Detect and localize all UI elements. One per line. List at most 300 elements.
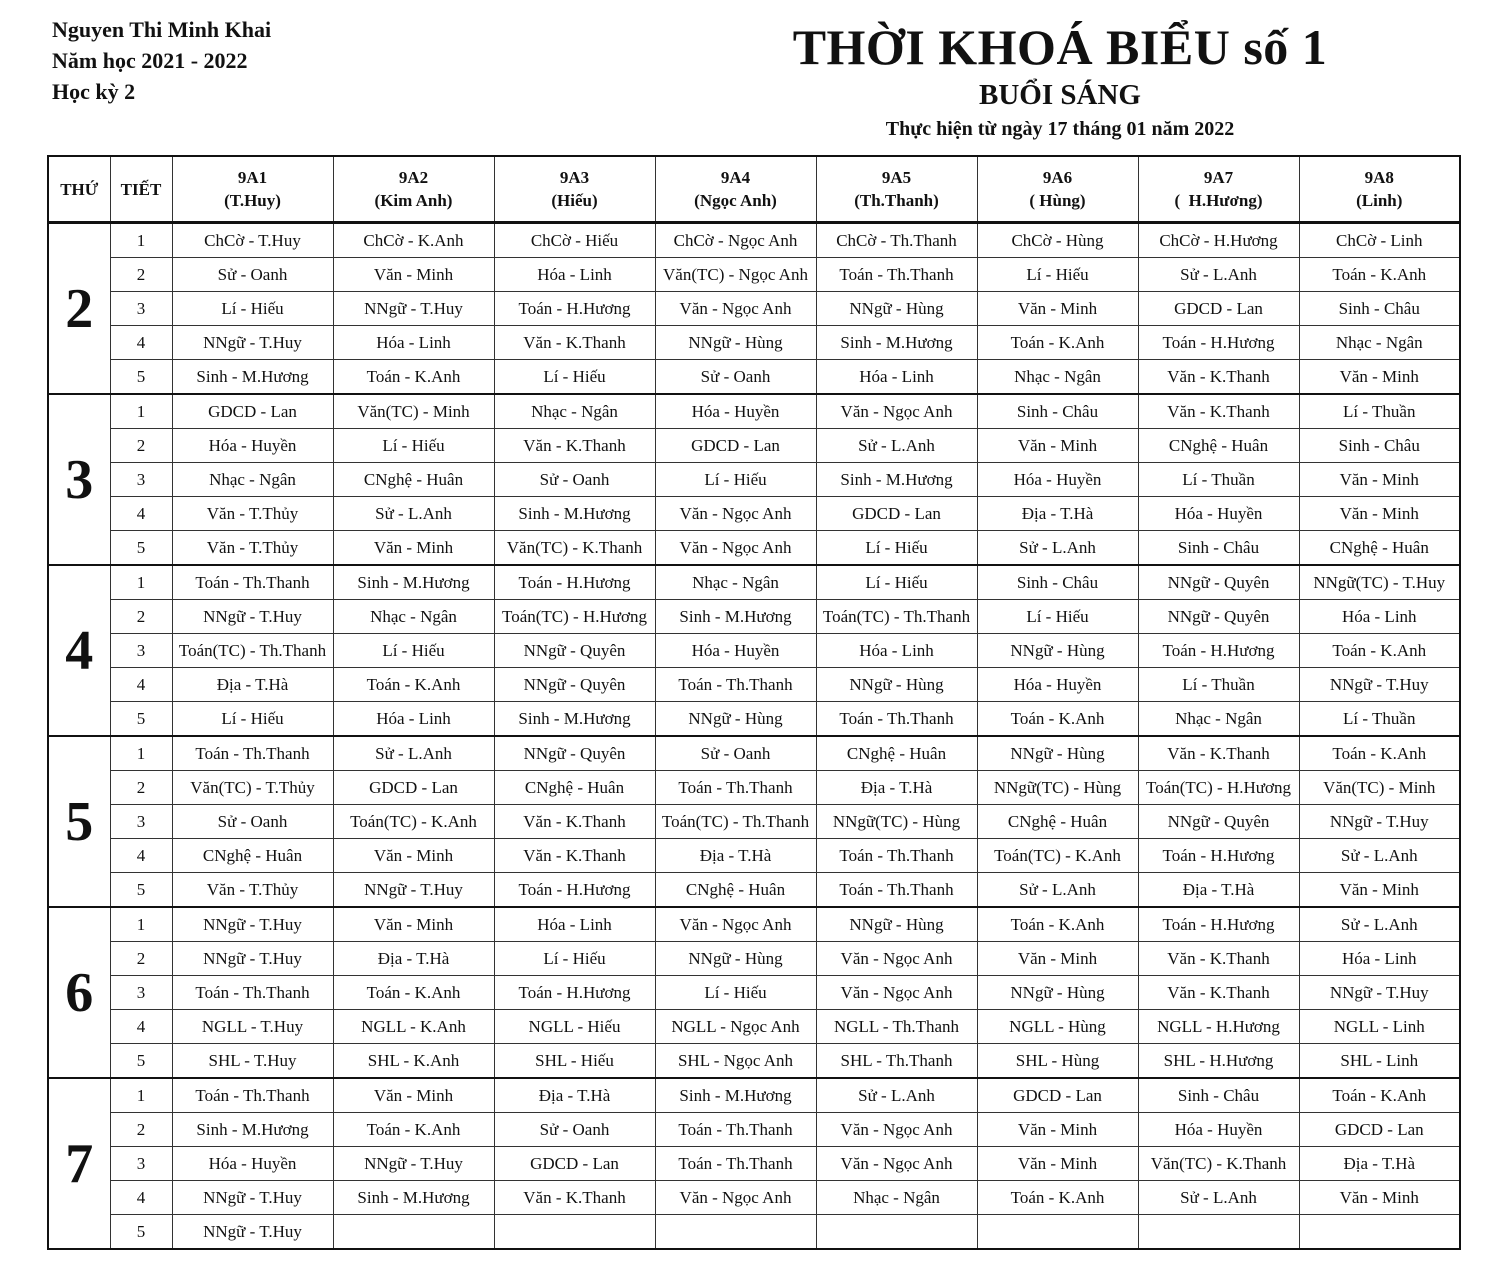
lesson-cell: Sinh - M.Hương [333,1181,494,1215]
lesson-cell: Lí - Hiếu [655,463,816,497]
lesson-cell: ChCờ - Linh [1299,223,1460,258]
table-row [48,976,1460,1010]
lesson-cell: Sử - L.Anh [816,429,977,463]
lesson-cell: NNgữ - T.Huy [172,1215,333,1250]
lesson-cell: CNghệ - Huân [977,805,1138,839]
period-cell: 5 [110,873,172,908]
table-row [48,1078,1460,1113]
lesson-cell: Văn - Minh [977,1113,1138,1147]
lesson-cell: Toán - Th.Thanh [816,873,977,908]
lesson-cell: Toán - K.Anh [1299,634,1460,668]
effective-date: Thực hiện từ ngày 17 tháng 01 năm 2022 [885,118,1235,140]
lesson-cell: Văn - Minh [1299,463,1460,497]
table-row [48,702,1460,737]
lesson-cell: Sử - Oanh [494,463,655,497]
lesson-cell: Lí - Hiếu [977,258,1138,292]
lesson-cell [977,1215,1138,1250]
period-cell: 3 [110,292,172,326]
lesson-cell: Văn - Minh [333,907,494,942]
col-day-header: THỨ [48,156,110,223]
lesson-cell: NNgữ - Hùng [655,702,816,737]
lesson-cell: Toán - K.Anh [333,1113,494,1147]
lesson-cell: ChCờ - H.Hương [1138,223,1299,258]
lesson-cell: Lí - Thuần [1299,702,1460,737]
lesson-cell: Toán(TC) - Th.Thanh [816,600,977,634]
lesson-cell: Văn - Ngọc Anh [655,531,816,566]
class-name: 9A3 [559,168,590,187]
lesson-cell: NNgữ - Quyên [494,634,655,668]
lesson-cell: Toán(TC) - K.Anh [977,839,1138,873]
lesson-cell: Văn - K.Thanh [1138,942,1299,976]
table-row [48,1215,1460,1250]
class-header [655,156,816,223]
lesson-cell: Nhạc - Ngân [333,600,494,634]
lesson-cell: Toán - Th.Thanh [172,565,333,600]
lesson-cell: NNgữ - T.Huy [333,292,494,326]
lesson-cell: SHL - Linh [1299,1044,1460,1079]
lesson-cell: Văn - T.Thủy [172,873,333,908]
lesson-cell: Hóa - Linh [1299,600,1460,634]
class-header [1138,156,1299,223]
lesson-cell: Toán - H.Hương [494,292,655,326]
table-row [48,326,1460,360]
period-cell: 2 [110,429,172,463]
lesson-cell: Văn - Ngọc Anh [816,1113,977,1147]
lesson-cell: NNgữ - T.Huy [172,942,333,976]
period-cell: 2 [110,600,172,634]
period-cell: 5 [110,1044,172,1079]
table-row [48,1044,1460,1079]
lesson-cell: Văn - Minh [333,839,494,873]
lesson-cell: Toán - Th.Thanh [172,1078,333,1113]
lesson-cell: NGLL - Th.Thanh [816,1010,977,1044]
lesson-cell: NNgữ - T.Huy [1299,668,1460,702]
lesson-cell: Sử - L.Anh [333,736,494,771]
class-name: 9A2 [398,168,429,187]
lesson-cell: Sử - L.Anh [816,1078,977,1113]
lesson-cell [494,1215,655,1250]
lesson-cell: Lí - Hiếu [172,292,333,326]
lesson-cell: Lí - Hiếu [816,531,977,566]
lesson-cell: ChCờ - Hiếu [494,223,655,258]
lesson-cell: Toán - Th.Thanh [655,668,816,702]
lesson-cell: Sinh - Châu [977,394,1138,429]
homeroom-teacher: (Kim Anh) [374,191,453,210]
lesson-cell: Sử - L.Anh [977,873,1138,908]
lesson-cell: NNgữ - Hùng [816,292,977,326]
period-cell: 4 [110,839,172,873]
lesson-cell: Sử - L.Anh [977,531,1138,566]
lesson-cell: Nhạc - Ngân [494,394,655,429]
homeroom-teacher: (T.Huy) [224,191,281,210]
lesson-cell: Lí - Hiếu [172,702,333,737]
lesson-cell: Địa - T.Hà [655,839,816,873]
lesson-cell: Toán(TC) - H.Hương [494,600,655,634]
period-cell: 3 [110,463,172,497]
session-label: BUỔI SÁNG [979,79,1141,111]
lesson-cell: Văn(TC) - K.Thanh [494,531,655,566]
period-cell: 4 [110,668,172,702]
lesson-cell: Toán - K.Anh [333,668,494,702]
lesson-cell: Nhạc - Ngân [977,360,1138,395]
lesson-cell: Sử - Oanh [172,258,333,292]
class-header [333,156,494,223]
lesson-cell: Sử - L.Anh [333,497,494,531]
lesson-cell: Sử - Oanh [655,360,816,395]
table-row [48,292,1460,326]
class-header [977,156,1138,223]
lesson-cell: SHL - K.Anh [333,1044,494,1079]
table-row [48,223,1460,258]
lesson-cell: NGLL - K.Anh [333,1010,494,1044]
lesson-cell: Địa - T.Hà [494,1078,655,1113]
day-cell: 3 [48,394,110,565]
lesson-cell: Văn - Ngọc Anh [655,1181,816,1215]
lesson-cell: Văn(TC) - T.Thủy [172,771,333,805]
class-header [816,156,977,223]
lesson-cell: Sử - L.Anh [1138,258,1299,292]
table-row [48,668,1460,702]
lesson-cell: Hóa - Linh [494,907,655,942]
lesson-cell: Sinh - M.Hương [655,1078,816,1113]
class-name: 9A7 [1203,168,1234,187]
lesson-cell: Sinh - M.Hương [494,702,655,737]
lesson-cell: Văn - K.Thanh [494,839,655,873]
lesson-cell: Hóa - Linh [333,326,494,360]
lesson-cell: NNgữ - T.Huy [172,326,333,360]
lesson-cell: Lí - Hiếu [494,942,655,976]
lesson-cell: GDCD - Lan [1299,1113,1460,1147]
lesson-cell: NNgữ(TC) - Hùng [977,771,1138,805]
lesson-cell: Văn - K.Thanh [1138,976,1299,1010]
lesson-cell: CNghệ - Huân [172,839,333,873]
lesson-cell: SHL - Ngọc Anh [655,1044,816,1079]
lesson-cell: NNgữ - Quyên [494,736,655,771]
lesson-cell: Văn - Minh [333,258,494,292]
lesson-cell: Toán - Th.Thanh [172,736,333,771]
lesson-cell: ChCờ - T.Huy [172,223,333,258]
lesson-cell: Địa - T.Hà [1138,873,1299,908]
lesson-cell: Hóa - Linh [494,258,655,292]
day-cell: 5 [48,736,110,907]
header-row [48,156,1460,223]
table-row [48,1147,1460,1181]
lesson-cell: NNgữ - T.Huy [172,907,333,942]
table-row [48,1113,1460,1147]
lesson-cell: Toán(TC) - Th.Thanh [172,634,333,668]
homeroom-teacher: ( H.Hương) [1174,191,1263,210]
table-row [48,805,1460,839]
lesson-cell: Sử - Oanh [655,736,816,771]
period-cell: 2 [110,942,172,976]
lesson-cell: Văn - K.Thanh [494,1181,655,1215]
lesson-cell: NNgữ - Hùng [816,907,977,942]
period-cell: 1 [110,223,172,258]
lesson-cell: Văn(TC) - Minh [333,394,494,429]
lesson-cell: NGLL - T.Huy [172,1010,333,1044]
lesson-cell: Văn - K.Thanh [1138,360,1299,395]
period-cell: 5 [110,702,172,737]
lesson-cell: Nhạc - Ngân [816,1181,977,1215]
lesson-cell: Văn(TC) - Ngọc Anh [655,258,816,292]
lesson-cell: Văn - Minh [1299,360,1460,395]
lesson-cell: Nhạc - Ngân [1138,702,1299,737]
lesson-cell: Văn - Minh [1299,873,1460,908]
period-cell: 1 [110,565,172,600]
timetable [47,155,1461,1250]
lesson-cell: Văn - Minh [333,531,494,566]
lesson-cell: Sinh - M.Hương [816,463,977,497]
lesson-cell: Toán(TC) - K.Anh [333,805,494,839]
lesson-cell: Văn - T.Thủy [172,531,333,566]
lesson-cell [655,1215,816,1250]
lesson-cell: Văn - Minh [977,429,1138,463]
lesson-cell: CNghệ - Huân [1138,429,1299,463]
lesson-cell: Lí - Hiếu [977,600,1138,634]
lesson-cell: Hóa - Linh [816,360,977,395]
homeroom-teacher: (Th.Thanh) [854,191,939,210]
timetable-body [48,223,1460,1250]
period-cell: 3 [110,805,172,839]
lesson-cell: CNghệ - Huân [333,463,494,497]
lesson-cell: Toán - K.Anh [333,360,494,395]
table-row [48,1181,1460,1215]
title-block [760,18,1360,144]
table-row [48,360,1460,395]
school-year: Năm học 2021 - 2022 [52,48,248,73]
lesson-cell: NGLL - Ngọc Anh [655,1010,816,1044]
school-info [52,14,271,107]
lesson-cell: Hóa - Linh [816,634,977,668]
lesson-cell: Hóa - Huyền [172,429,333,463]
lesson-cell: NNgữ - Hùng [655,326,816,360]
semester: Học kỳ 2 [52,79,136,104]
lesson-cell: Toán - Th.Thanh [655,1113,816,1147]
lesson-cell: NGLL - H.Hương [1138,1010,1299,1044]
lesson-cell: Lí - Thuần [1138,463,1299,497]
lesson-cell: Văn - Ngọc Anh [655,292,816,326]
class-name: 9A8 [1364,168,1394,187]
lesson-cell: SHL - Hùng [977,1044,1138,1079]
lesson-cell: Toán - H.Hương [1138,839,1299,873]
day-cell: 4 [48,565,110,736]
lesson-cell: Toán - Th.Thanh [816,839,977,873]
lesson-cell: NNgữ - T.Huy [1299,976,1460,1010]
class-header [172,156,333,223]
lesson-cell: NNgữ - T.Huy [172,1181,333,1215]
lesson-cell: Văn - Minh [333,1078,494,1113]
period-cell: 5 [110,360,172,395]
lesson-cell: Sinh - M.Hương [494,497,655,531]
lesson-cell: Toán - Th.Thanh [655,1147,816,1181]
lesson-cell: Sử - Oanh [172,805,333,839]
homeroom-teacher: ( Hùng) [1029,191,1086,210]
table-row [48,565,1460,600]
lesson-cell: Sử - Oanh [494,1113,655,1147]
table-row [48,771,1460,805]
class-name: 9A1 [237,168,268,187]
lesson-cell: GDCD - Lan [977,1078,1138,1113]
col-period-header: TIẾT [110,156,172,223]
lesson-cell: Sử - L.Anh [1299,839,1460,873]
lesson-cell: Lí - Hiếu [655,976,816,1010]
lesson-cell: Lí - Hiếu [333,429,494,463]
lesson-cell: Sinh - M.Hương [172,360,333,395]
period-cell: 5 [110,1215,172,1250]
lesson-cell: Lí - Hiếu [333,634,494,668]
lesson-cell: Lí - Thuần [1138,668,1299,702]
period-cell: 2 [110,1113,172,1147]
lesson-cell: Nhạc - Ngân [1299,326,1460,360]
table-row [48,600,1460,634]
class-name: 9A6 [1042,168,1073,187]
lesson-cell: ChCờ - K.Anh [333,223,494,258]
lesson-cell: Sinh - Châu [1138,1078,1299,1113]
lesson-cell: SHL - Hiếu [494,1044,655,1079]
lesson-cell: Sinh - Châu [1299,429,1460,463]
period-cell: 1 [110,1078,172,1113]
lesson-cell: ChCờ - Th.Thanh [816,223,977,258]
period-cell: 2 [110,258,172,292]
lesson-cell: Văn - Minh [977,1147,1138,1181]
homeroom-teacher: (Ngọc Anh) [694,191,777,210]
lesson-cell: Văn - K.Thanh [1138,736,1299,771]
lesson-cell: Văn - Ngọc Anh [816,976,977,1010]
lesson-cell [816,1215,977,1250]
lesson-cell: Toán - K.Anh [977,702,1138,737]
class-name: 9A5 [881,168,912,187]
lesson-cell: Sinh - M.Hương [172,1113,333,1147]
lesson-cell: NNgữ - Quyên [1138,565,1299,600]
lesson-cell: NNgữ - T.Huy [172,600,333,634]
lesson-cell: Hóa - Huyền [655,634,816,668]
lesson-cell: Văn - Ngọc Anh [655,907,816,942]
period-cell: 4 [110,1181,172,1215]
lesson-cell: NGLL - Linh [1299,1010,1460,1044]
day-cell: 6 [48,907,110,1078]
lesson-cell: Toán - Th.Thanh [655,771,816,805]
lesson-cell: ChCờ - Ngọc Anh [655,223,816,258]
class-name: 9A4 [720,168,751,187]
class-header [494,156,655,223]
day-cell: 7 [48,1078,110,1249]
period-cell: 1 [110,394,172,429]
lesson-cell: Nhạc - Ngân [655,565,816,600]
homeroom-teacher: (Hiếu) [551,191,598,210]
lesson-cell: Địa - T.Hà [977,497,1138,531]
lesson-cell: NNgữ(TC) - T.Huy [1299,565,1460,600]
period-cell: 4 [110,497,172,531]
lesson-cell: Hóa - Huyền [655,394,816,429]
lesson-cell: Văn - Ngọc Anh [655,497,816,531]
lesson-cell: CNghệ - Huân [1299,531,1460,566]
period-cell: 3 [110,634,172,668]
table-row [48,873,1460,908]
lesson-cell: NNgữ - Hùng [977,634,1138,668]
lesson-cell: NNgữ - Hùng [655,942,816,976]
lesson-cell: Toán - Th.Thanh [172,976,333,1010]
lesson-cell: Văn - Minh [1299,497,1460,531]
lesson-cell: Văn - K.Thanh [494,805,655,839]
lesson-cell: Sinh - M.Hương [655,600,816,634]
lesson-cell: Toán - H.Hương [1138,907,1299,942]
lesson-cell: NNgữ - T.Huy [333,1147,494,1181]
lesson-cell: Toán - K.Anh [1299,258,1460,292]
class-header [1299,156,1460,223]
lesson-cell: Địa - T.Hà [172,668,333,702]
lesson-cell: Lí - Hiếu [494,360,655,395]
lesson-cell: Hóa - Linh [1299,942,1460,976]
lesson-cell: Sinh - Châu [1138,531,1299,566]
lesson-cell: Toán - K.Anh [1299,736,1460,771]
lesson-cell [1138,1215,1299,1250]
lesson-cell: Văn - K.Thanh [494,326,655,360]
lesson-cell: Địa - T.Hà [816,771,977,805]
lesson-cell: Toán - H.Hương [494,873,655,908]
lesson-cell: Toán(TC) - Th.Thanh [655,805,816,839]
lesson-cell: GDCD - Lan [494,1147,655,1181]
lesson-cell: NNgữ - Hùng [977,976,1138,1010]
lesson-cell: NNgữ - T.Huy [1299,805,1460,839]
lesson-cell: Sử - L.Anh [1138,1181,1299,1215]
lesson-cell: Văn(TC) - K.Thanh [1138,1147,1299,1181]
table-row [48,839,1460,873]
lesson-cell: Toán(TC) - H.Hương [1138,771,1299,805]
table-row [48,531,1460,566]
lesson-cell: Hóa - Huyền [172,1147,333,1181]
lesson-cell: Hóa - Huyền [977,668,1138,702]
lesson-cell: SHL - Th.Thanh [816,1044,977,1079]
lesson-cell: Sử - L.Anh [1299,907,1460,942]
lesson-cell: GDCD - Lan [333,771,494,805]
lesson-cell: SHL - H.Hương [1138,1044,1299,1079]
lesson-cell: Toán - K.Anh [333,976,494,1010]
lesson-cell: Địa - T.Hà [1299,1147,1460,1181]
lesson-cell: Nhạc - Ngân [172,463,333,497]
lesson-cell: Sinh - Châu [1299,292,1460,326]
lesson-cell: Địa - T.Hà [333,942,494,976]
lesson-cell: NNgữ - T.Huy [333,873,494,908]
table-row [48,736,1460,771]
table-row [48,942,1460,976]
lesson-cell: CNghệ - Huân [816,736,977,771]
lesson-cell: Văn - K.Thanh [1138,394,1299,429]
lesson-cell: Lí - Thuần [1299,394,1460,429]
lesson-cell: Văn - T.Thủy [172,497,333,531]
lesson-cell: Toán - Th.Thanh [816,702,977,737]
lesson-cell: NNgữ - Quyên [1138,805,1299,839]
period-cell: 1 [110,736,172,771]
lesson-cell: Văn - Ngọc Anh [816,1147,977,1181]
lesson-cell: Văn(TC) - Minh [1299,771,1460,805]
lesson-cell: Toán - H.Hương [1138,634,1299,668]
table-row [48,463,1460,497]
period-cell: 4 [110,326,172,360]
lesson-cell: NNgữ - Quyên [494,668,655,702]
lesson-cell: GDCD - Lan [655,429,816,463]
day-cell: 2 [48,223,110,395]
lesson-cell: GDCD - Lan [1138,292,1299,326]
lesson-cell: NNgữ(TC) - Hùng [816,805,977,839]
period-cell: 3 [110,1147,172,1181]
table-row [48,497,1460,531]
lesson-cell: Toán - H.Hương [494,565,655,600]
period-cell: 5 [110,531,172,566]
lesson-cell: Sinh - M.Hương [816,326,977,360]
lesson-cell: NNgữ - Hùng [977,736,1138,771]
page-title: THỜI KHOÁ BIỂU số 1 [792,19,1328,75]
lesson-cell: Sinh - Châu [977,565,1138,600]
